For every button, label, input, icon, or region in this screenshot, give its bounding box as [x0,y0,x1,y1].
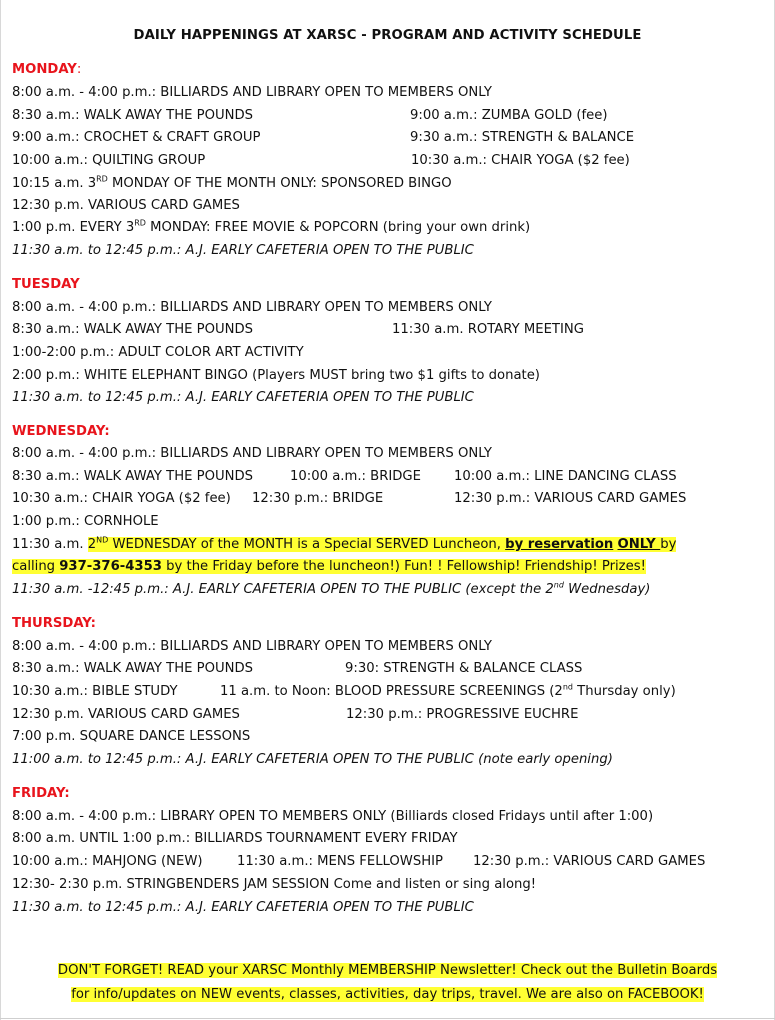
wednesday-luncheon-by: by [660,537,677,552]
wednesday-calling-highlight [12,559,646,574]
thursday-bp-pre: 11 a.m. to Noon: BLOOD PRESSURE SCREENINGS (2 [220,684,563,699]
monday-cafeteria: 11:30 a.m. to 12:45 p.m.: A.J. EARLY CAFETERIA OPEN TO THE PUBLIC [12,243,474,258]
wednesday-luncheon-line [12,536,676,554]
monday-strength: 9:30 a.m.: STRENGTH & BALANCE [410,130,635,145]
wednesday-luncheon-time: 11:30 a.m. [12,537,88,552]
wednesday-card-games: 12:30 p.m.: VARIOUS CARD GAMES [454,491,687,506]
wednesday-line-3 [12,490,762,508]
wednesday-bridge-pm: 12:30 p.m.: BRIDGE [252,491,384,506]
friday-card-games: 12:30 p.m.: VARIOUS CARD GAMES [473,854,706,869]
monday-movie-pre: 1:00 p.m. EVERY 3 [12,220,135,235]
monday-heading: MONDAY [12,62,77,77]
monday-line-5 [12,175,452,193]
monday-crochet: 9:00 a.m.: CROCHET & CRAFT GROUP [12,130,261,145]
thursday-line-4 [12,706,762,724]
footer-line-1-text: DON'T FORGET! READ your XARSC Monthly MEMBERSHIP Newsletter! Check out the Bulletin Boards [57,963,718,978]
friday-cafeteria: 11:30 a.m. to 12:45 p.m.: A.J. EARLY CAFETERIA OPEN TO THE PUBLIC [12,900,474,915]
friday-line-4: 12:30- 2:30 p.m. STRINGBENDERS JAM SESSION Come and listen or sing along! [12,877,537,892]
friday-line-2: 8:00 a.m. UNTIL 1:00 p.m.: BILLIARDS TOURNAMENT EVERY FRIDAY [12,831,458,846]
monday-bingo-post: MONDAY OF THE MONTH ONLY: SPONSORED BINGO [107,176,452,191]
wednesday-cafeteria [12,581,650,599]
monday-movie-post: MONDAY: FREE MOVIE & POPCORN (bring your own drink) [145,220,531,235]
thursday-bp-post: Thursday only) [572,684,676,699]
monday-zumba: 9:00 a.m.: ZUMBA GOLD (fee) [410,108,608,123]
monday-line-4 [12,152,762,170]
thursday-strength: 9:30: STRENGTH & BALANCE CLASS [345,661,583,676]
tuesday-line-1: 8:00 a.m. - 4:00 p.m.: BILLIARDS AND LIBRARY OPEN TO MEMBERS ONLY [12,300,492,315]
friday-line-3 [12,853,762,871]
wednesday-walk: 8:30 a.m.: WALK AWAY THE POUNDS [12,469,254,484]
wednesday-cafeteria-sup: nd [553,580,564,590]
tuesday-heading: TUESDAY [12,277,80,292]
wednesday-calling-pre: calling [12,559,60,574]
page-border-bottom [0,1018,775,1019]
tuesday-cafeteria: 11:30 a.m. to 12:45 p.m.: A.J. EARLY CAFETERIA OPEN TO THE PUBLIC [12,390,474,405]
tuesday-line-3: 1:00-2:00 p.m.: ADULT COLOR ART ACTIVITY [12,345,304,360]
wednesday-by-reservation: by reservation [505,537,614,552]
wednesday-cafeteria-post: Wednesday) [563,582,651,597]
monday-line-1: 8:00 a.m. - 4:00 p.m.: BILLIARDS AND LIBRARY OPEN TO MEMBERS ONLY [12,85,492,100]
friday-line-1: 8:00 a.m. - 4:00 p.m.: LIBRARY OPEN TO MEMBERS ONLY (Billiards closed Fridays until after 1:00) [12,809,654,824]
monday-line-6: 12:30 p.m. VARIOUS CARD GAMES [12,198,240,213]
monday-bingo-pre: 10:15 a.m. 3 [12,176,97,191]
wednesday-phone-number: 937-376-4353 [59,559,162,574]
wednesday-only: ONLY [617,537,661,552]
wednesday-line-dancing: 10:00 a.m.: LINE DANCING CLASS [454,469,677,484]
wednesday-luncheon-text: WEDNESDAY of the MONTH is a Special SERVED Luncheon, [108,537,506,552]
monday-line-2 [12,107,762,125]
thursday-walk: 8:30 a.m.: WALK AWAY THE POUNDS [12,661,254,676]
tuesday-rotary: 11:30 a.m. ROTARY MEETING [392,322,584,337]
wednesday-luncheon-sup: ND [96,535,109,545]
thursday-blood-pressure [220,683,676,701]
footer-line-2-text: for info/updates on NEW events, classes, activities, day trips, travel. We are also on FACEBOOK! [71,987,704,1002]
friday-heading: FRIDAY: [12,786,70,801]
monday-walk: 8:30 a.m.: WALK AWAY THE POUNDS [12,108,254,123]
thursday-euchre: 12:30 p.m.: PROGRESSIVE EUCHRE [346,707,579,722]
thursday-line-3 [12,683,762,701]
thursday-card-games: 12:30 p.m. VARIOUS CARD GAMES [12,707,240,722]
wednesday-luncheon-highlight [88,537,677,552]
thursday-cafeteria: 11:00 a.m. to 12:45 p.m.: A.J. EARLY CAFETERIA OPEN TO THE PUBLIC (note early opening) [12,752,613,767]
wednesday-calling-line [12,558,646,576]
thursday-line-5: 7:00 p.m. SQUARE DANCE LESSONS [12,729,251,744]
monday-movie-sup: RD [134,218,146,228]
thursday-bp-sup: nd [562,682,573,692]
monday-line-3 [12,129,762,147]
tuesday-walk: 8:30 a.m.: WALK AWAY THE POUNDS [12,322,254,337]
thursday-bible-study: 10:30 a.m.: BIBLE STUDY [12,684,178,699]
monday-heading-colon: : [76,62,82,77]
wednesday-luncheon-num: 2 [87,537,97,552]
monday-line-7 [12,219,530,237]
wednesday-line-2 [12,468,762,486]
tuesday-line-4: 2:00 p.m.: WHITE ELEPHANT BINGO (Players MUST bring two $1 gifts to donate) [12,368,540,383]
wednesday-line-1: 8:00 a.m. - 4:00 p.m.: BILLIARDS AND LIBRARY OPEN TO MEMBERS ONLY [12,446,492,461]
thursday-heading: THURSDAY: [12,616,96,631]
tuesday-line-2 [12,321,762,339]
monday-quilting: 10:00 a.m.: QUILTING GROUP [12,153,206,168]
page-border-left [0,0,1,1020]
thursday-line-1: 8:00 a.m. - 4:00 p.m.: BILLIARDS AND LIBRARY OPEN TO MEMBERS ONLY [12,639,492,654]
monday-heading-line [12,61,81,79]
monday-bingo-sup: RD [96,174,108,184]
wednesday-line-4: 1:00 p.m.: CORNHOLE [12,514,159,529]
wednesday-cafeteria-pre: 11:30 a.m. -12:45 p.m.: A.J. EARLY CAFETERIA OPEN TO THE PUBLIC (except the 2 [12,582,554,597]
wednesday-chair-yoga: 10:30 a.m.: CHAIR YOGA ($2 fee) [12,491,231,506]
footer-line-1 [0,959,775,983]
wednesday-calling-post: by the Friday before the luncheon!) Fun! ! Fellowship! Friendship! Prizes! [161,559,646,574]
monday-chair-yoga: 10:30 a.m.: CHAIR YOGA ($2 fee) [411,153,630,168]
page-title: DAILY HAPPENINGS AT XARSC - PROGRAM AND ACTIVITY SCHEDULE [133,28,642,43]
footer-line-2 [0,983,775,1007]
thursday-line-2 [12,660,762,678]
wednesday-bridge-am: 10:00 a.m.: BRIDGE [290,469,421,484]
friday-mahjong: 10:00 a.m.: MAHJONG (NEW) [12,854,203,869]
wednesday-heading: WEDNESDAY: [12,424,110,439]
friday-mens-fellowship: 11:30 a.m.: MENS FELLOWSHIP [237,854,443,869]
